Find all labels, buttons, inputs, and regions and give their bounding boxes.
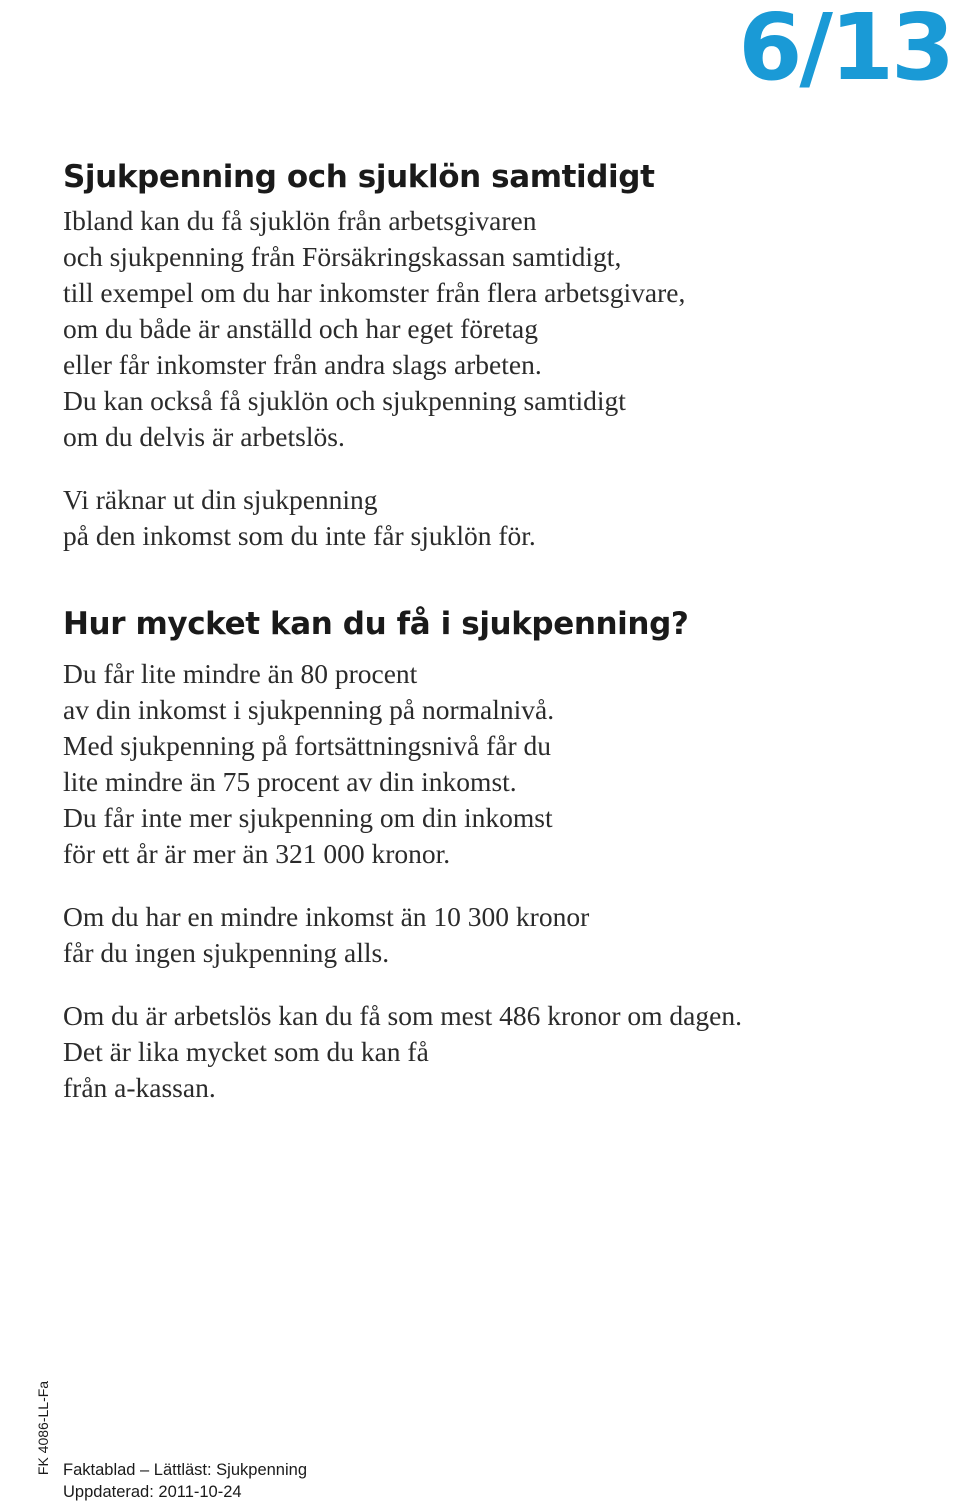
text-line: Med sjukpenning på fortsättningsnivå får du (63, 730, 552, 761)
text-line: om du både är anställd och har eget företag (63, 313, 538, 344)
paragraph (63, 998, 923, 1106)
text-line: till exempel om du har inkomster från flera arbetsgivare, (63, 277, 686, 308)
text-line: Ibland kan du få sjuklön från arbetsgivaren (63, 205, 537, 236)
paragraph (63, 203, 923, 455)
text-line: på den inkomst som du inte får sjuklön för. (63, 520, 536, 551)
text-line: Du kan också få sjuklön och sjukpenning samtidigt (63, 385, 626, 416)
text-line: för ett år är mer än 321 000 kronor. (63, 838, 451, 869)
paragraph (63, 899, 923, 971)
text-line: av din inkomst i sjukpenning på normalnivå. (63, 694, 555, 725)
paragraph (63, 656, 923, 872)
text-line: lite mindre än 75 procent av din inkomst. (63, 766, 517, 797)
text-line: Det är lika mycket som du kan få (63, 1036, 429, 1067)
text-line: Vi räknar ut din sjukpenning (63, 484, 378, 515)
text-line: Om du är arbetslös kan du få som mest 486 kronor om dagen. (63, 1000, 742, 1031)
footer-title: Faktablad – Lättläst: Sjukpenning (63, 1461, 307, 1479)
document-code: FK 4086-LL-Fa (35, 1380, 51, 1476)
text-line: om du delvis är arbetslös. (63, 421, 345, 452)
page-number: 6/13 (738, 0, 952, 101)
footer (63, 1459, 307, 1503)
text-line: Du får lite mindre än 80 procent (63, 658, 418, 689)
text-line: Du får inte mer sjukpenning om din inkomst (63, 802, 553, 833)
text-line: och sjukpenning från Försäkringskassan samtidigt, (63, 241, 622, 272)
text-line: eller får inkomster från andra slags arbeten. (63, 349, 542, 380)
paragraph (63, 482, 923, 554)
section-heading-hur-mycket: Hur mycket kan du få i sjukpenning? (63, 606, 689, 642)
section-heading-sjukpenning-och-sjuklon: Sjukpenning och sjuklön samtidigt (63, 159, 655, 195)
text-line: från a-kassan. (63, 1072, 216, 1103)
footer-updated-date: Uppdaterad: 2011-10-24 (63, 1483, 242, 1501)
document-content (63, 155, 923, 1106)
text-line: får du ingen sjukpenning alls. (63, 937, 390, 968)
text-line: Om du har en mindre inkomst än 10 300 kronor (63, 901, 590, 932)
